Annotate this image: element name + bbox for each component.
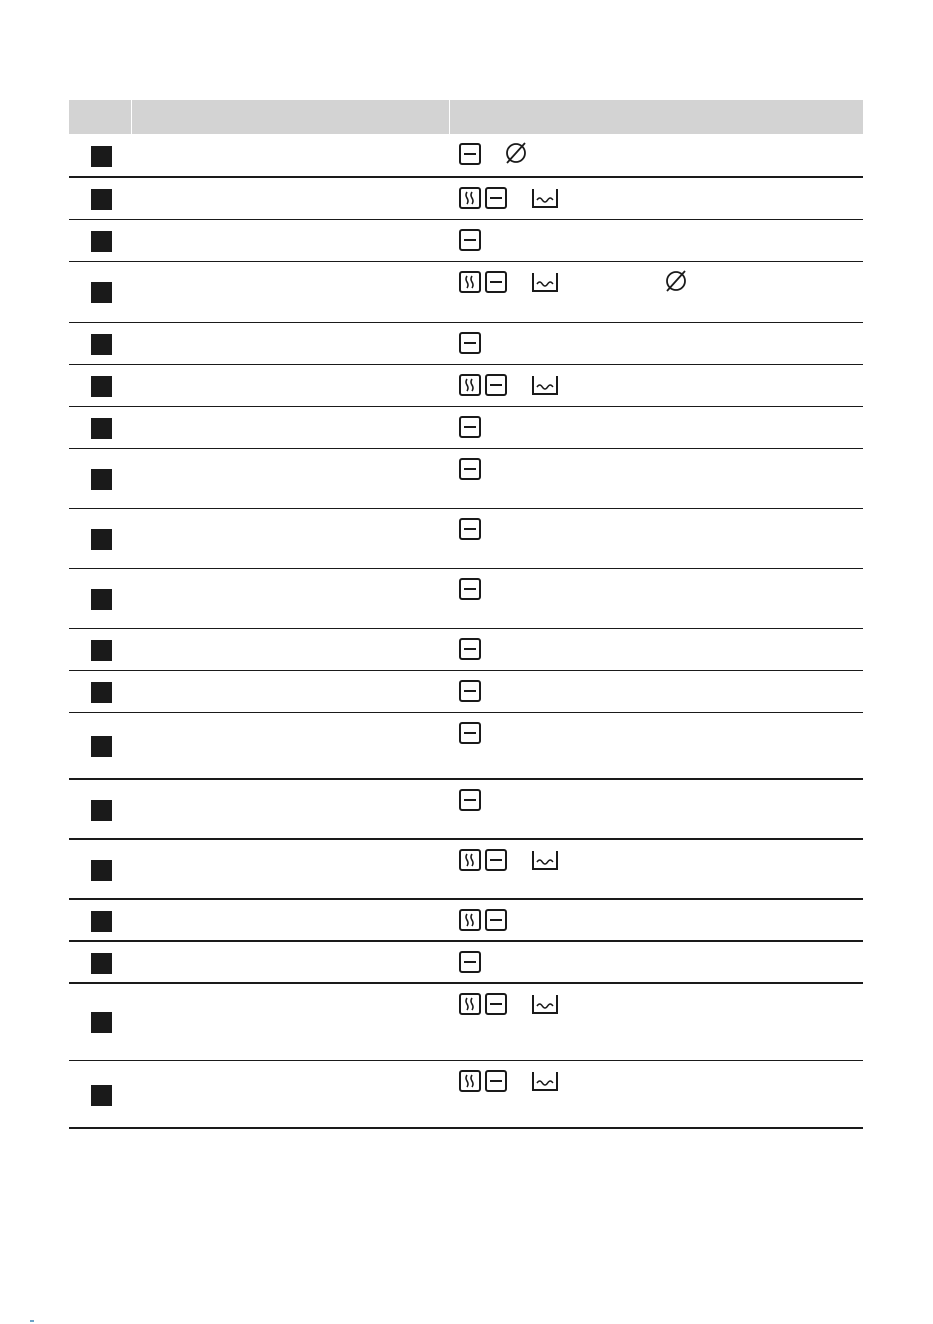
- steam-box-icon: [459, 187, 481, 209]
- table-row: [69, 713, 863, 780]
- minus-box-icon: [459, 722, 481, 744]
- steam-box-icon: [459, 374, 481, 396]
- row-marker-square: [91, 682, 112, 703]
- minus-box-icon: [459, 416, 481, 438]
- row-marker-square: [91, 589, 112, 610]
- row-marker-square: [91, 334, 112, 355]
- empty-set-icon: [663, 268, 685, 290]
- water-basin-icon: [531, 374, 553, 396]
- row-marker-square: [91, 736, 112, 757]
- minus-box-icon: [485, 993, 507, 1015]
- row-marker-square: [91, 231, 112, 252]
- row-marker-square: [91, 1085, 112, 1106]
- table-row: [69, 1061, 863, 1129]
- table-row: [69, 671, 863, 713]
- table-row: [69, 220, 863, 262]
- water-basin-icon: [531, 271, 553, 293]
- row-marker-square: [91, 282, 112, 303]
- minus-box-icon: [459, 518, 481, 540]
- table-row: [69, 780, 863, 840]
- minus-box-icon: [459, 229, 481, 251]
- water-basin-icon: [531, 1070, 553, 1092]
- row-marker-square: [91, 860, 112, 881]
- row-marker-square: [91, 1012, 112, 1033]
- program-table: [69, 100, 863, 1129]
- empty-set-icon: [503, 140, 525, 162]
- table-row: [69, 984, 863, 1061]
- minus-box-icon: [485, 1070, 507, 1092]
- row-marker-square: [91, 469, 112, 490]
- steam-box-icon: [459, 993, 481, 1015]
- row-marker-square: [91, 418, 112, 439]
- minus-box-icon: [459, 143, 481, 165]
- minus-box-icon: [459, 680, 481, 702]
- table-row: [69, 900, 863, 942]
- table-row: [69, 323, 863, 365]
- table-row: [69, 840, 863, 900]
- row-marker-square: [91, 529, 112, 550]
- table-row: [69, 449, 863, 509]
- table-row: [69, 407, 863, 449]
- steam-box-icon: [459, 1070, 481, 1092]
- row-marker-square: [91, 640, 112, 661]
- steam-box-icon: [459, 909, 481, 931]
- table-row: [69, 365, 863, 407]
- minus-box-icon: [485, 271, 507, 293]
- row-marker-square: [91, 146, 112, 167]
- page-mark: [30, 1320, 34, 1322]
- minus-box-icon: [459, 789, 481, 811]
- minus-box-icon: [485, 849, 507, 871]
- minus-box-icon: [459, 332, 481, 354]
- table-row: [69, 569, 863, 629]
- minus-box-icon: [485, 187, 507, 209]
- water-basin-icon: [531, 993, 553, 1015]
- table-row: [69, 134, 863, 178]
- minus-box-icon: [485, 909, 507, 931]
- table-header: [69, 100, 863, 134]
- minus-box-icon: [459, 458, 481, 480]
- table-row: [69, 178, 863, 220]
- row-marker-square: [91, 953, 112, 974]
- header-separator: [449, 100, 450, 134]
- minus-box-icon: [459, 578, 481, 600]
- table-row: [69, 509, 863, 569]
- table-body: [69, 134, 863, 1129]
- minus-box-icon: [459, 951, 481, 973]
- row-marker-square: [91, 189, 112, 210]
- row-marker-square: [91, 911, 112, 932]
- water-basin-icon: [531, 849, 553, 871]
- minus-box-icon: [485, 374, 507, 396]
- header-separator: [131, 100, 132, 134]
- water-basin-icon: [531, 187, 553, 209]
- steam-box-icon: [459, 849, 481, 871]
- table-row: [69, 262, 863, 323]
- minus-box-icon: [459, 638, 481, 660]
- table-row: [69, 942, 863, 984]
- row-marker-square: [91, 376, 112, 397]
- table-row: [69, 629, 863, 671]
- row-marker-square: [91, 800, 112, 821]
- steam-box-icon: [459, 271, 481, 293]
